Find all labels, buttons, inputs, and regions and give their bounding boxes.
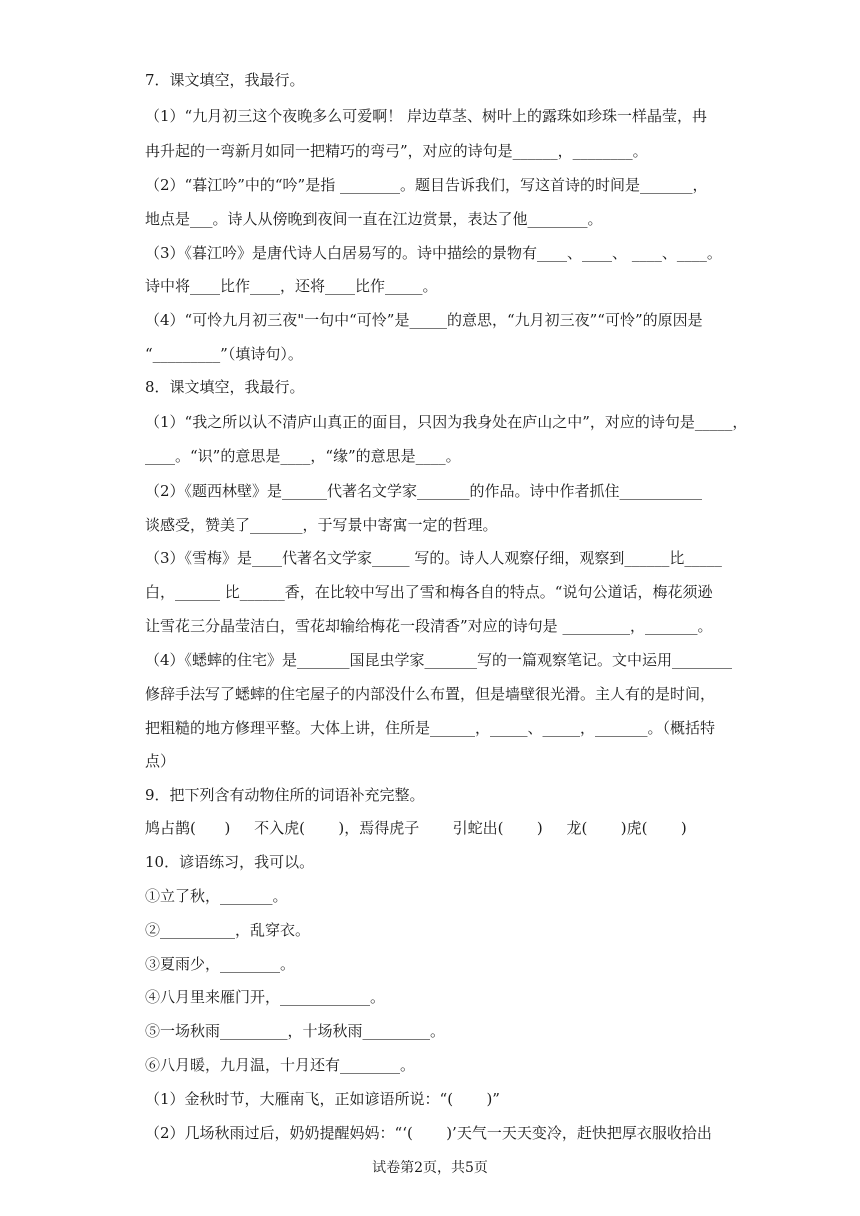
q8-part3-line3: 让雪花三分晶莹洁白，雪花却输给梅花一段清香”对应的诗句是 _________，_______。 bbox=[145, 617, 713, 635]
q10-part1: （1）金秋时节，大雁南飞，正如谚语所说：“( )” bbox=[145, 1090, 500, 1108]
q10-part2: （2）几场秋雨过后，奶奶提醒妈妈：“‘( )’天气一天天变冷，赶快把厚衣服收拾出 bbox=[145, 1124, 712, 1142]
page-footer: 试卷第2页，共5页 bbox=[372, 1160, 488, 1176]
q8-part3-line1: （3）《雪梅》是____代著名文学家_____ 写的。诗人人观察仔细，观察到______比_____ bbox=[145, 549, 722, 567]
q10-proverb-2: ②__________，乱穿衣。 bbox=[145, 921, 311, 939]
q10-proverb-3: ③夏雨少，________。 bbox=[145, 955, 296, 973]
q7-part2-line2: 地点是___。诗人从傍晚到夜间一直在江边赏景，表达了他________。 bbox=[145, 210, 603, 228]
q7-part3-line1: （3）《暮江吟》是唐代诗人白居易写的。诗中描绘的景物有____、____、 ____、____。 bbox=[145, 244, 722, 262]
q10-heading: 10．谚语练习，我可以。 bbox=[145, 853, 315, 871]
q7-part1-line1: （1）“九月初三这个夜晚多么可爱啊！ 岸边草茎、树叶上的露珠如珍珠一样晶莹，冉 bbox=[145, 107, 707, 125]
q8-part4-line1: （4）《蟋蟀的住宅》是_______国昆虫学家_______写的一篇观察笔记。文中运用________ bbox=[145, 651, 733, 669]
q7-part1-line2: 冉升起的一弯新月如同一把精巧的弯弓”，对应的诗句是______，________。 bbox=[145, 142, 648, 160]
q8-part4-line3: 把粗糙的地方修理平整。大体上讲，住所是______，_____、_____，_______。（概括特 bbox=[145, 719, 716, 737]
q9-words: 鸠占鹊( ) 不入虎( )，焉得虎子 引蛇出( ) 龙( )虎( ) bbox=[145, 819, 687, 837]
q8-part3-line2: 白，______ 比______香，在比较中写出了雪和梅各自的特点。“说句公道话，梅花须逊 bbox=[145, 583, 713, 601]
q9-heading: 9．把下列含有动物住所的词语补充完整。 bbox=[145, 786, 425, 804]
q8-part2-line1: （2）《题西林壁》是______代著名文学家_______的作品。诗中作者抓住___________ bbox=[145, 482, 703, 500]
q7-part4-line1: （4）“可怜九月初三夜"一句中“可怜”是_____的意思，“九月初三夜”“可怜”的原因是 bbox=[145, 311, 703, 329]
q10-proverb-1: ①立了秋，_______。 bbox=[145, 887, 288, 905]
q7-part2-line1: （2）“暮江吟”中的“吟”是指 ________。题目告诉我们，写这首诗的时间是_______， bbox=[145, 176, 708, 194]
q8-part4-line2: 修辞手法写了蟋蟀的住宅屋子的内部没什么布置，但是墙壁很光滑。主人有的是时间， bbox=[145, 685, 716, 703]
q8-part4-line4: 点） bbox=[145, 752, 176, 770]
q10-proverb-5: ⑤一场秋雨_________，十场秋雨_________。 bbox=[145, 1022, 446, 1040]
q8-part2-line2: 谈感受，赞美了_______，于写景中寄寓一定的哲理。 bbox=[145, 516, 498, 534]
q7-heading: 7．课文填空，我最行。 bbox=[145, 71, 305, 89]
q8-part1-line2: ____。“识”的意思是____，“缘”的意思是____。 bbox=[145, 447, 461, 465]
q10-proverb-4: ④八月里来雁门开，____________。 bbox=[145, 988, 386, 1006]
q7-part4-line2: “_________”（填诗句）。 bbox=[145, 345, 303, 363]
q7-part3-line2: 诗中将____比作____，还将____比作_____。 bbox=[145, 277, 438, 295]
q10-proverb-6: ⑥八月暖，九月温，十月还有________。 bbox=[145, 1056, 416, 1074]
q8-heading: 8．课文填空，我最行。 bbox=[145, 378, 305, 396]
q8-part1-line1: （1）“我之所以认不清庐山真正的面目，只因为我身处在庐山之中”，对应的诗句是_____， bbox=[145, 413, 748, 431]
